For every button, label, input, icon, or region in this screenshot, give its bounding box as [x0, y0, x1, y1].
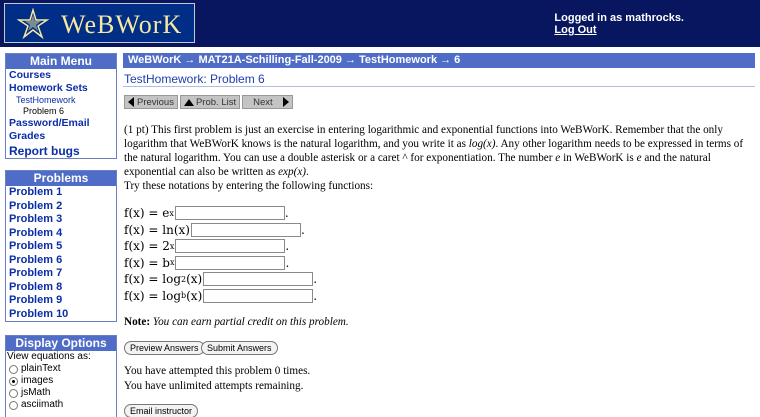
eq4-text: f(x) = b — [124, 255, 170, 270]
menu-homework-sets-link[interactable]: Homework Sets — [9, 82, 88, 94]
option-asciimath-label: asciimath — [21, 399, 64, 410]
attempts-info — [124, 364, 310, 394]
problems-title: Problems — [6, 171, 116, 186]
option-plaintext[interactable] — [6, 363, 116, 375]
problem-link-7[interactable]: Problem 7 — [9, 267, 63, 279]
webwork-logo[interactable] — [4, 3, 195, 43]
equation-row-5: f(x) = log 2 (x) . — [124, 272, 318, 287]
menu-current-problem: Problem 6 — [23, 106, 65, 116]
try-line: Try these notations by entering the following functions: — [124, 180, 374, 192]
main-menu-panel — [5, 53, 117, 159]
prob-list-label: Prob. List — [195, 96, 237, 108]
eq2-text: f(x) = ln(x) — [124, 222, 190, 237]
option-images[interactable] — [6, 375, 116, 387]
up-arrow-icon — [184, 99, 194, 106]
answer-input-6[interactable] — [203, 289, 313, 303]
problem-link-1[interactable]: Problem 1 — [9, 186, 63, 198]
menu-report-bugs-link[interactable]: Report bugs — [9, 144, 80, 158]
intro-exp: exp(x) — [278, 166, 307, 178]
option-jsmath-label: jsMath — [21, 387, 51, 398]
logo-text: WeBWorK — [61, 10, 183, 39]
preview-answers-button[interactable]: Preview Answers — [124, 341, 205, 355]
equation-row-3: f(x) = 2 x . — [124, 239, 290, 254]
equation-row-6: f(x) = log b (x) . — [124, 288, 318, 303]
intro-text-3: in WeBWorK is — [560, 152, 637, 164]
next-button[interactable] — [242, 95, 293, 109]
title-divider — [123, 86, 755, 87]
problem-link-10[interactable]: Problem 10 — [9, 307, 69, 320]
problem-text — [124, 123, 752, 193]
partial-credit-note — [124, 316, 349, 328]
problems-panel — [5, 170, 117, 322]
main-menu-title: Main Menu — [6, 54, 116, 69]
radio-asciimath[interactable] — [9, 401, 18, 410]
eq1-text: f(x) = e — [124, 206, 170, 221]
next-label: Next — [253, 96, 273, 108]
intro-e-italic: e — [636, 152, 642, 164]
menu-grades-link[interactable]: Grades — [9, 130, 46, 142]
intro-text-4: and the natural exponential can also be written as — [124, 152, 711, 178]
prob-list-button[interactable] — [180, 95, 240, 109]
menu-password-email-link[interactable]: Password/Email — [9, 117, 90, 129]
answer-input-5[interactable] — [203, 272, 313, 286]
eq5-arg: (x) — [186, 272, 203, 287]
radio-plaintext[interactable] — [9, 365, 18, 374]
eq6-arg: (x) — [186, 288, 203, 303]
equation-row-1: f(x) = e x . — [124, 206, 289, 221]
option-asciimath[interactable] — [6, 399, 116, 411]
login-info — [554, 12, 684, 36]
answer-input-2[interactable] — [191, 223, 301, 237]
problem-link-9[interactable]: Problem 9 — [9, 294, 63, 306]
eq3-text: f(x) = 2 — [124, 239, 170, 254]
eq3-sup: x — [169, 241, 175, 251]
radio-jsmath[interactable] — [9, 389, 18, 398]
breadcrumb[interactable]: WeBWorK → MAT21A-Schilling-Fall-2009 → TestHomework → 6 — [123, 53, 755, 68]
menu-test-homework-link[interactable]: TestHomework — [16, 95, 76, 105]
intro-text-5: . — [306, 166, 309, 178]
option-images-label: images — [21, 375, 54, 386]
display-options-panel — [5, 335, 117, 417]
attempts-line-2: You have unlimited attempts remaining. — [124, 380, 304, 392]
option-jsmath[interactable] — [6, 387, 116, 399]
answer-input-1[interactable] — [175, 206, 285, 220]
display-options-title: Display Options — [6, 336, 116, 351]
view-equations-label: View equations as: — [7, 351, 91, 362]
submit-answers-button[interactable]: Submit Answers — [201, 341, 278, 355]
problem-link-3[interactable]: Problem 3 — [9, 213, 63, 225]
answer-input-4[interactable] — [175, 256, 285, 270]
equations-block — [124, 205, 317, 304]
option-plaintext-label: plainText — [21, 363, 61, 374]
note-label: Note: — [124, 316, 151, 328]
left-arrow-icon — [128, 97, 134, 107]
equation-row-4: f(x) = b x . — [124, 255, 290, 270]
intro-text-1: (1 pt) This first problem is just an exercise in entering logarithmic and exponential functions into WeBWorK. Remember that the only logarithm that WeBWorK knows is the natural logarithm, and you write it as — [124, 124, 723, 150]
problem-link-4[interactable]: Problem 4 — [9, 226, 63, 239]
previous-label: Previous — [137, 96, 174, 108]
header-bar — [0, 0, 760, 47]
radio-images[interactable] — [9, 377, 18, 386]
note-text: You can earn partial credit on this problem. — [152, 316, 349, 328]
problem-link-8[interactable]: Problem 8 — [9, 280, 63, 293]
star-logo-icon — [17, 8, 49, 40]
equation-row-2: f(x) = ln(x) . — [124, 222, 305, 237]
eq6-text: f(x) = log — [124, 288, 181, 303]
email-instructor-button[interactable]: Email instructor — [124, 404, 198, 417]
problem-link-2[interactable]: Problem 2 — [9, 199, 63, 212]
logout-link[interactable]: Log Out — [554, 24, 597, 36]
right-arrow-icon — [283, 97, 289, 107]
answer-input-3[interactable] — [175, 239, 285, 253]
intro-e-symbol: e — [555, 152, 561, 164]
eq1-sup: x — [169, 208, 174, 218]
eq4-sup: x — [169, 258, 175, 268]
attempts-line-1: You have attempted this problem 0 times. — [124, 365, 311, 377]
eq5-sub: 2 — [181, 274, 187, 284]
eq5-text: f(x) = log — [124, 272, 181, 287]
intro-text-2: . Any other logarithm needs to be expressed in terms of the natural logarithm. You can use a double asterisk or a caret ^ for exponentiation. The number — [124, 138, 744, 164]
menu-courses-link[interactable]: Courses — [9, 69, 52, 81]
login-status: Logged in as mathrocks. — [554, 12, 684, 24]
problem-nav — [124, 95, 293, 109]
page-title: TestHomework: Problem 6 — [124, 72, 265, 86]
eq6-sub: b — [181, 291, 187, 301]
intro-log: log(x) — [468, 138, 496, 150]
problem-link-6[interactable]: Problem 6 — [9, 253, 63, 266]
problem-link-5[interactable]: Problem 5 — [9, 240, 63, 252]
previous-button[interactable] — [124, 95, 178, 109]
